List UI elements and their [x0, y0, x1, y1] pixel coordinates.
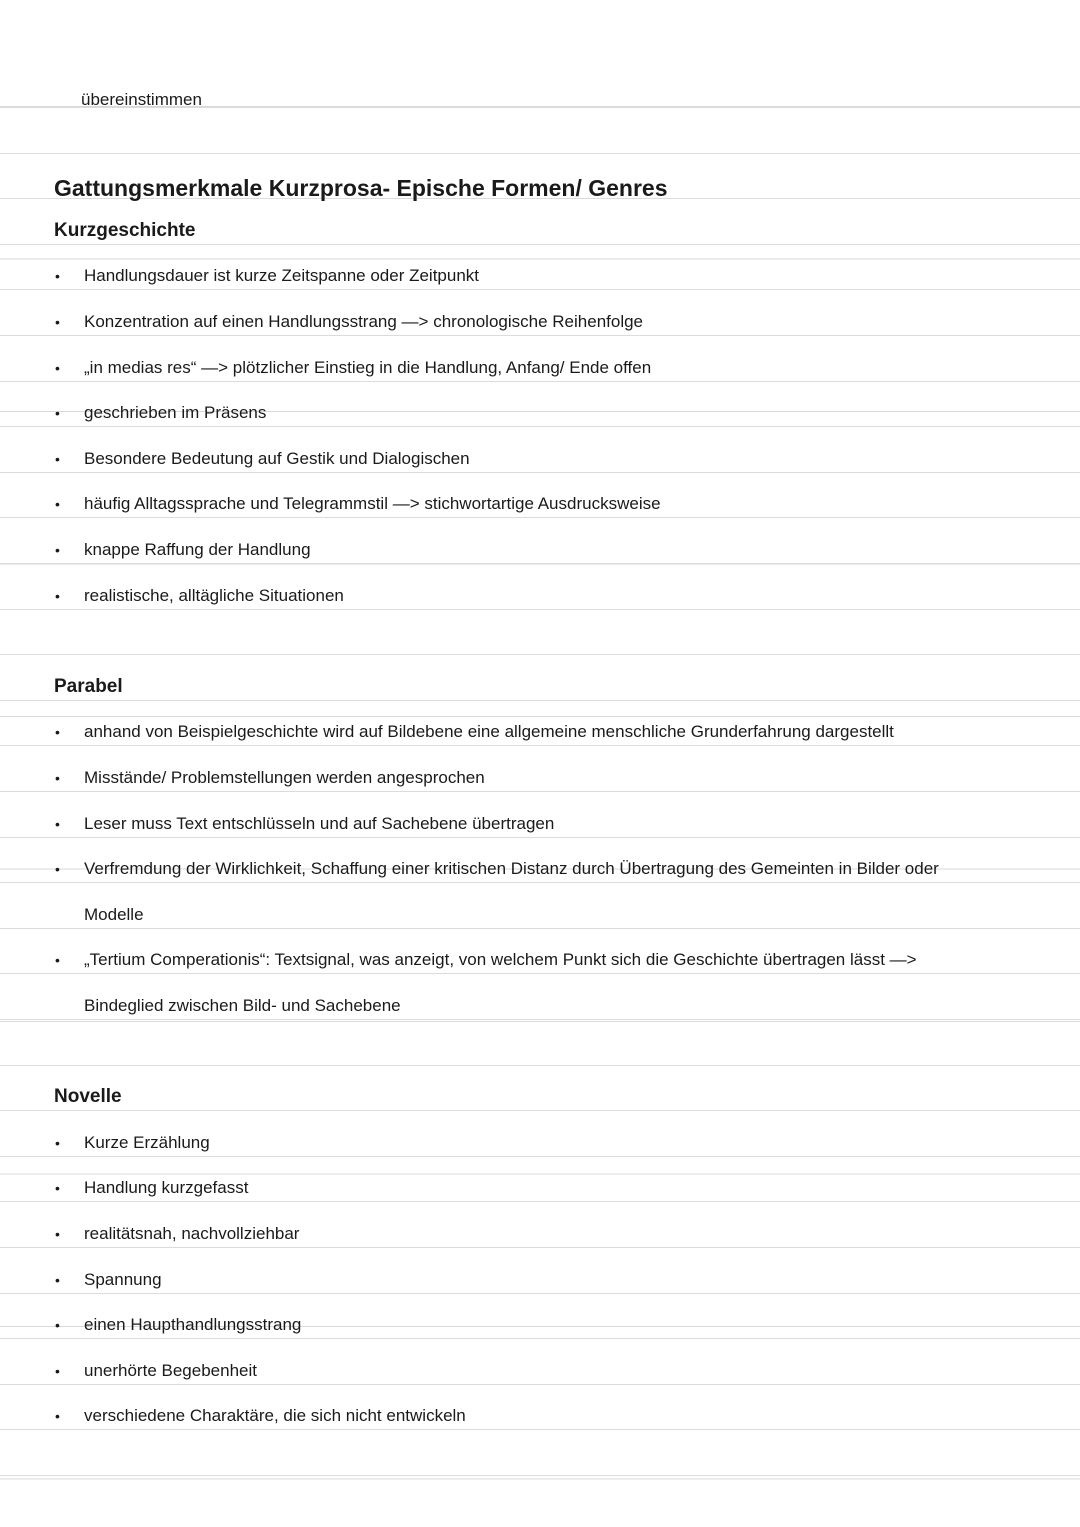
bullet-icon: •: [55, 1408, 60, 1424]
list-item-text: knappe Raffung der Handlung: [84, 540, 311, 559]
ruled-line: [0, 1475, 1080, 1476]
ruled-line: [0, 472, 1080, 473]
bullet-icon: •: [55, 724, 60, 740]
list-item-text: „Tertium Comperationis“: Textsignal, was anzeigt, von welchem Punkt sich die Geschichte übertragen lässt —>: [84, 950, 917, 969]
bullet-icon: •: [55, 1363, 60, 1379]
ruled-line: [0, 654, 1080, 655]
list-item-text: „in medias res“ —> plötzlicher Einstieg in die Handlung, Anfang/ Ende offen: [84, 358, 652, 377]
ruled-line: [0, 973, 1080, 974]
ruled-line: [0, 928, 1080, 929]
bullet-icon: •: [55, 1317, 60, 1333]
section-heading: Kurzgeschichte: [54, 220, 196, 241]
ruled-line: [0, 517, 1080, 518]
bullet-icon: •: [55, 1226, 60, 1242]
list-item-text: geschrieben im Präsens: [84, 403, 267, 422]
list-item-text: Bindeglied zwischen Bild- und Sachebene: [84, 996, 401, 1015]
ruled-line: [0, 1247, 1080, 1248]
ruled-line: [0, 335, 1080, 336]
list-item-text: Kurze Erzählung: [84, 1133, 210, 1152]
ruled-line: [0, 1065, 1080, 1066]
ruled-line: [0, 244, 1080, 245]
list-item-text: unerhörte Begebenheit: [84, 1361, 257, 1380]
list-item-text: einen Haupthandlungsstrang: [84, 1315, 302, 1334]
ruled-line: [0, 791, 1080, 792]
ruled-line: [0, 1019, 1080, 1020]
bullet-icon: •: [55, 1272, 60, 1288]
list-item-text: anhand von Beispielgeschichte wird auf Bildebene eine allgemeine menschliche Grunderfahrung dargestellt: [84, 722, 894, 741]
ruled-line: [0, 1110, 1080, 1111]
section-heading: Parabel: [54, 676, 123, 697]
ruled-line: [0, 1338, 1080, 1339]
list-item-text: verschiedene Charaktäre, die sich nicht entwickeln: [84, 1406, 466, 1425]
list-item-text: Verfremdung der Wirklichkeit, Schaffung einer kritischen Distanz durch Übertragung des Gemeinten in Bilder oder: [84, 859, 939, 878]
ruled-line: [0, 289, 1080, 290]
section-heading: Novelle: [54, 1086, 122, 1107]
bullet-icon: •: [55, 314, 60, 330]
bullet-icon: •: [55, 496, 60, 512]
ruled-line: [0, 1293, 1080, 1294]
bullet-icon: •: [55, 360, 60, 376]
list-item-text: Besondere Bedeutung auf Gestik und Dialogischen: [84, 449, 470, 468]
ruled-line: [0, 609, 1080, 610]
list-item-text: realistische, alltägliche Situationen: [84, 586, 344, 605]
bullet-icon: •: [55, 770, 60, 786]
list-item-text: Konzentration auf einen Handlungsstrang —> chronologische Reihenfolge: [84, 312, 644, 331]
bullet-icon: •: [55, 1135, 60, 1151]
list-item-text: Handlung kurzgefasst: [84, 1178, 249, 1197]
list-item-text: Leser muss Text entschlüsseln und auf Sachebene übertragen: [84, 814, 555, 833]
ruled-line: [0, 837, 1080, 838]
page-title: Gattungsmerkmale Kurzprosa- Epische Formen/ Genres: [54, 175, 668, 201]
ruled-line: [0, 153, 1080, 154]
bullet-icon: •: [55, 588, 60, 604]
ruled-line: [0, 563, 1080, 564]
ruled-line: [0, 1156, 1080, 1157]
ruled-line: [0, 745, 1080, 746]
bullet-icon: •: [55, 451, 60, 467]
bullet-icon: •: [55, 952, 60, 968]
ruled-line: [0, 426, 1080, 427]
list-item-text: Spannung: [84, 1270, 162, 1289]
list-item-text: häufig Alltagssprache und Telegrammstil —> stichwortartige Ausdrucksweise: [84, 494, 661, 513]
ruled-line: [0, 1201, 1080, 1202]
ruled-line: [0, 381, 1080, 382]
bullet-icon: •: [55, 816, 60, 832]
ruled-line: [0, 700, 1080, 701]
bullet-icon: •: [55, 405, 60, 421]
list-item-text: realitätsnah, nachvollziehbar: [84, 1224, 300, 1243]
list-item-text: Misstände/ Problemstellungen werden angesprochen: [84, 768, 485, 787]
bullet-icon: •: [55, 542, 60, 558]
ruled-line: [0, 1429, 1080, 1430]
bullet-icon: •: [55, 1180, 60, 1196]
list-item-text: Handlungsdauer ist kurze Zeitspanne oder Zeitpunkt: [84, 266, 480, 285]
continued-text: übereinstimmen: [81, 90, 202, 109]
bullet-icon: •: [55, 268, 60, 284]
ruled-line: [0, 1384, 1080, 1385]
bullet-icon: •: [55, 861, 60, 877]
list-item-text: Modelle: [84, 905, 144, 924]
ruled-line: [0, 882, 1080, 883]
